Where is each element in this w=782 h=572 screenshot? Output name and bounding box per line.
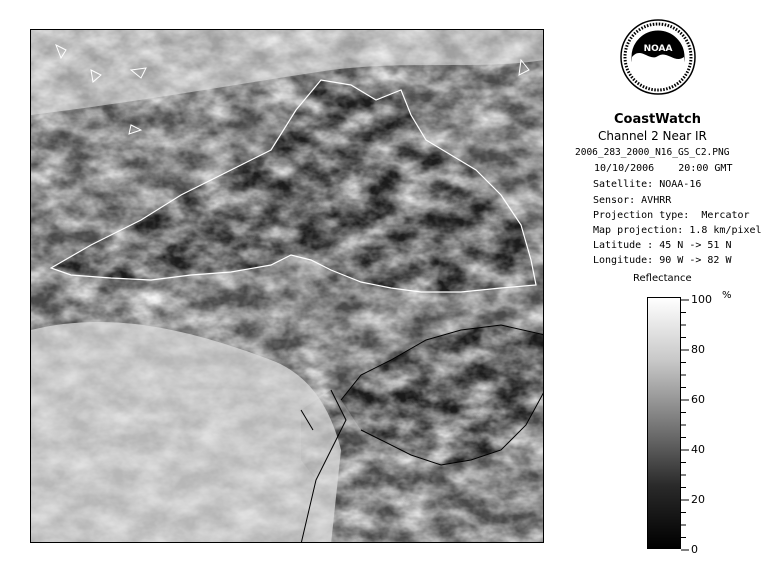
latitude-range: Latitude : 45 N -> 51 N [593,240,732,251]
reflectance-colorbar [647,297,681,549]
legend-title: Reflectance [633,273,692,284]
satellite-image [30,29,544,543]
colorbar-tick-label: 100 [691,293,712,306]
legend-unit: % [722,290,732,301]
colorbar-tick-label: 20 [691,493,705,506]
longitude-range: Longitude: 90 W -> 82 W [593,255,732,266]
colorbar-tick-label: 40 [691,443,705,456]
projection-type: Projection type: Mercator [593,210,750,221]
map-projection: Map projection: 1.8 km/pixel [593,225,762,236]
product-title: CoastWatch [614,112,702,127]
colorbar-tick-label: 80 [691,343,705,356]
noaa-logo-text: NOAA [643,44,673,54]
colorbar-ticks [681,297,741,551]
noaa-logo-icon [619,18,697,96]
satellite-info: Satellite: NOAA-16 [593,179,702,190]
colorbar-tick-label: 0 [691,543,698,556]
date-time: 10/10/2006 20:00 GMT [594,163,733,174]
noaa-logo [619,18,697,96]
satellite-map-svg [31,30,544,543]
channel-subtitle: Channel 2 Near IR [598,129,707,143]
colorbar-tick-label: 60 [691,393,705,406]
sensor-info: Sensor: AVHRR [593,195,672,206]
file-name: 2006_283_2000_N16_GS_C2.PNG [575,147,730,158]
